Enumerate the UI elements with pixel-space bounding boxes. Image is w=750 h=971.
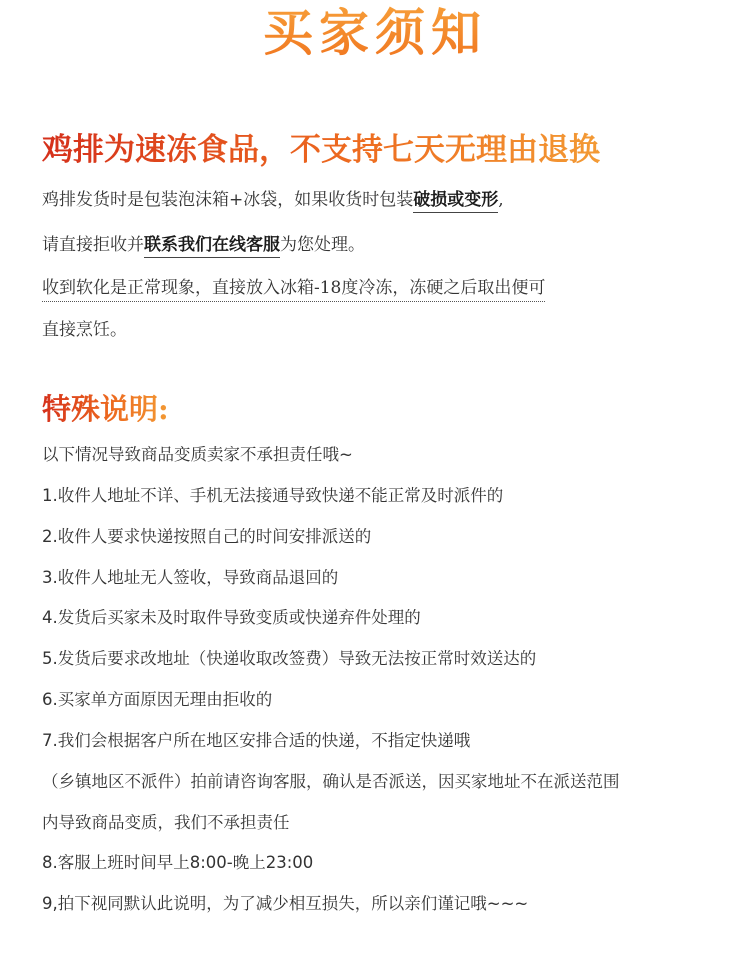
notice-line-3 — [42, 276, 545, 300]
damaged-highlight: 破损或变形 — [413, 190, 498, 213]
special-item-continued: 内导致商品变质，我们不承担责任 — [42, 813, 290, 832]
notice-heading: 鸡排为速冻食品，不支持七天无理由退换 — [42, 128, 600, 172]
notice-line-2 — [42, 233, 365, 257]
notice-line-1-text: 鸡排发货时是包装泡沫箱+冰袋，如果收货时包装 — [42, 190, 414, 210]
notice-line-1-end: , — [498, 190, 504, 210]
special-item: 7.我们会根据客户所在地区安排合适的快递，不指定快递哦 — [42, 731, 471, 750]
special-item: 6.买家单方面原因无理由拒收的 — [42, 690, 273, 709]
contact-service-highlight: 联系我们在线客服 — [144, 235, 280, 258]
special-item: 2.收件人要求快递按照自己的时间安排派送的 — [42, 527, 372, 546]
notice-line-2-end: 为您处理。 — [280, 235, 365, 255]
special-item-continued: （乡镇地区不派件）拍前请咨询客服，确认是否派送，因买家地址不在派送范围 — [42, 772, 620, 791]
special-item: 1.收件人地址不详、手机无法接通导致快递不能正常及时派件的 — [42, 486, 504, 505]
special-item: 3.收件人地址无人签收，导致商品退回的 — [42, 568, 339, 587]
page-title: 买家须知 — [0, 0, 750, 66]
notice-line-4: 直接烹饪。 — [42, 320, 127, 340]
special-item: 9,拍下视同默认此说明，为了减少相互损失，所以亲们谨记哦~~~ — [42, 894, 529, 913]
special-item: 8.客服上班时间早上8:00-晚上23:00 — [42, 853, 314, 872]
notice-line-1 — [42, 188, 504, 212]
special-item: 5.发货后要求改地址（快递收取改签费）导致无法按正常时效送达的 — [42, 649, 537, 668]
special-item: 4.发货后买家未及时取件导致变质或快递弃件处理的 — [42, 608, 421, 627]
special-intro: 以下情况导致商品变质卖家不承担责任哦~ — [42, 445, 353, 464]
notice-line-2-text: 请直接拒收并 — [42, 235, 144, 255]
notice-line-3-text: 收到软化是正常现象，直接放入冰箱-18度冷冻，冻硬之后取出便可 — [42, 278, 545, 302]
special-heading: 特殊说明: — [42, 389, 169, 429]
